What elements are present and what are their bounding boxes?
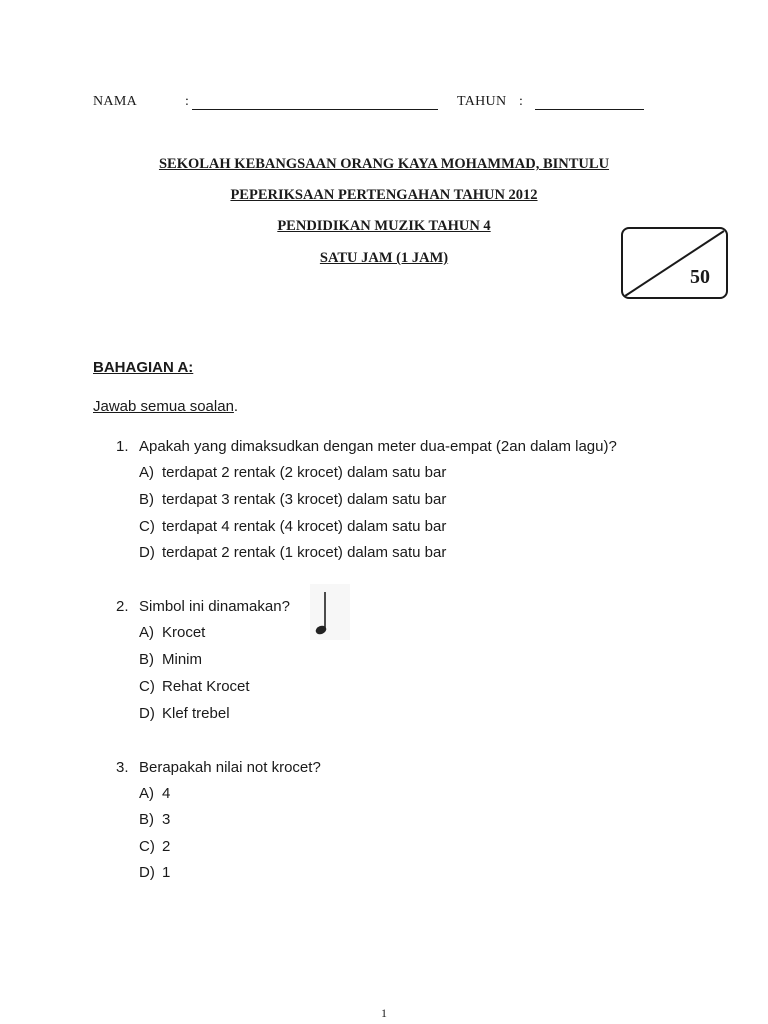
option-letter: B) xyxy=(139,811,154,828)
question-number: 1. xyxy=(116,438,129,455)
option-text: terdapat 3 rentak (3 krocet) dalam satu bar xyxy=(162,491,447,508)
option-text: Krocet xyxy=(162,624,206,641)
option-text: Rehat Krocet xyxy=(162,678,250,695)
exam-title: PEPERIKSAAN PERTENGAHAN TAHUN 2012 xyxy=(230,187,538,203)
option-letter: B) xyxy=(139,491,154,508)
option-text: terdapat 2 rentak (1 krocet) dalam satu bar xyxy=(162,544,447,561)
question-text: Apakah yang dimaksudkan dengan meter dua-empat (2an dalam lagu)? xyxy=(139,438,617,455)
nama-colon: : xyxy=(185,94,190,109)
option-text: terdapat 2 rentak (2 krocet) dalam satu bar xyxy=(162,464,447,481)
option-letter: D) xyxy=(139,705,155,722)
option-3d[interactable] xyxy=(139,864,170,881)
school-title: SEKOLAH KEBANGSAAN ORANG KAYA MOHAMMAD, BINTULU xyxy=(158,156,610,172)
option-letter: C) xyxy=(139,518,155,535)
nama-field[interactable] xyxy=(192,109,438,110)
option-text: 4 xyxy=(162,785,171,802)
section-heading: BAHAGIAN A: xyxy=(93,359,194,376)
question-number: 2. xyxy=(116,598,129,615)
quarter-note-icon xyxy=(310,584,350,640)
question-number: 3. xyxy=(116,759,129,776)
option-letter: C) xyxy=(139,678,155,695)
tahun-label: TAHUN xyxy=(457,94,507,109)
option-letter: B) xyxy=(139,651,154,668)
option-1a[interactable] xyxy=(139,464,446,481)
score-total: 50 xyxy=(690,266,710,288)
option-2a[interactable] xyxy=(139,624,205,641)
instruction-period: . xyxy=(233,398,239,415)
score-divider-line xyxy=(623,229,726,297)
option-text: Klef trebel xyxy=(162,705,230,722)
option-text: 3 xyxy=(162,811,171,828)
option-2b[interactable] xyxy=(139,651,202,668)
option-text: terdapat 4 rentak (4 krocet) dalam satu bar xyxy=(162,518,447,535)
subject-title: PENDIDIKAN MUZIK TAHUN 4 xyxy=(277,218,491,234)
instruction-text: Jawab semua soalan xyxy=(93,398,234,415)
score-box xyxy=(621,227,728,299)
option-1d[interactable] xyxy=(139,544,446,561)
option-letter: C) xyxy=(139,838,155,855)
option-3b[interactable] xyxy=(139,811,170,828)
option-letter: A) xyxy=(139,785,154,802)
tahun-field[interactable] xyxy=(535,109,644,110)
instruction xyxy=(93,398,238,415)
duration-title: SATU JAM (1 JAM) xyxy=(319,250,449,266)
option-letter: D) xyxy=(139,544,155,561)
option-text: 2 xyxy=(162,838,171,855)
option-1c[interactable] xyxy=(139,518,446,535)
option-letter: D) xyxy=(139,864,155,881)
option-letter: A) xyxy=(139,464,154,481)
nama-label: NAMA xyxy=(93,94,137,109)
option-text: 1 xyxy=(162,864,171,881)
option-2c[interactable] xyxy=(139,678,250,695)
option-1b[interactable] xyxy=(139,491,446,508)
tahun-colon: : xyxy=(519,94,524,109)
option-2d[interactable] xyxy=(139,705,230,722)
question-text: Simbol ini dinamakan? xyxy=(139,598,290,615)
page-number: 1 xyxy=(381,1006,387,1020)
option-3a[interactable] xyxy=(139,785,170,802)
option-text: Minim xyxy=(162,651,202,668)
option-letter: A) xyxy=(139,624,154,641)
question-text: Berapakah nilai not krocet? xyxy=(139,759,321,776)
option-3c[interactable] xyxy=(139,838,170,855)
